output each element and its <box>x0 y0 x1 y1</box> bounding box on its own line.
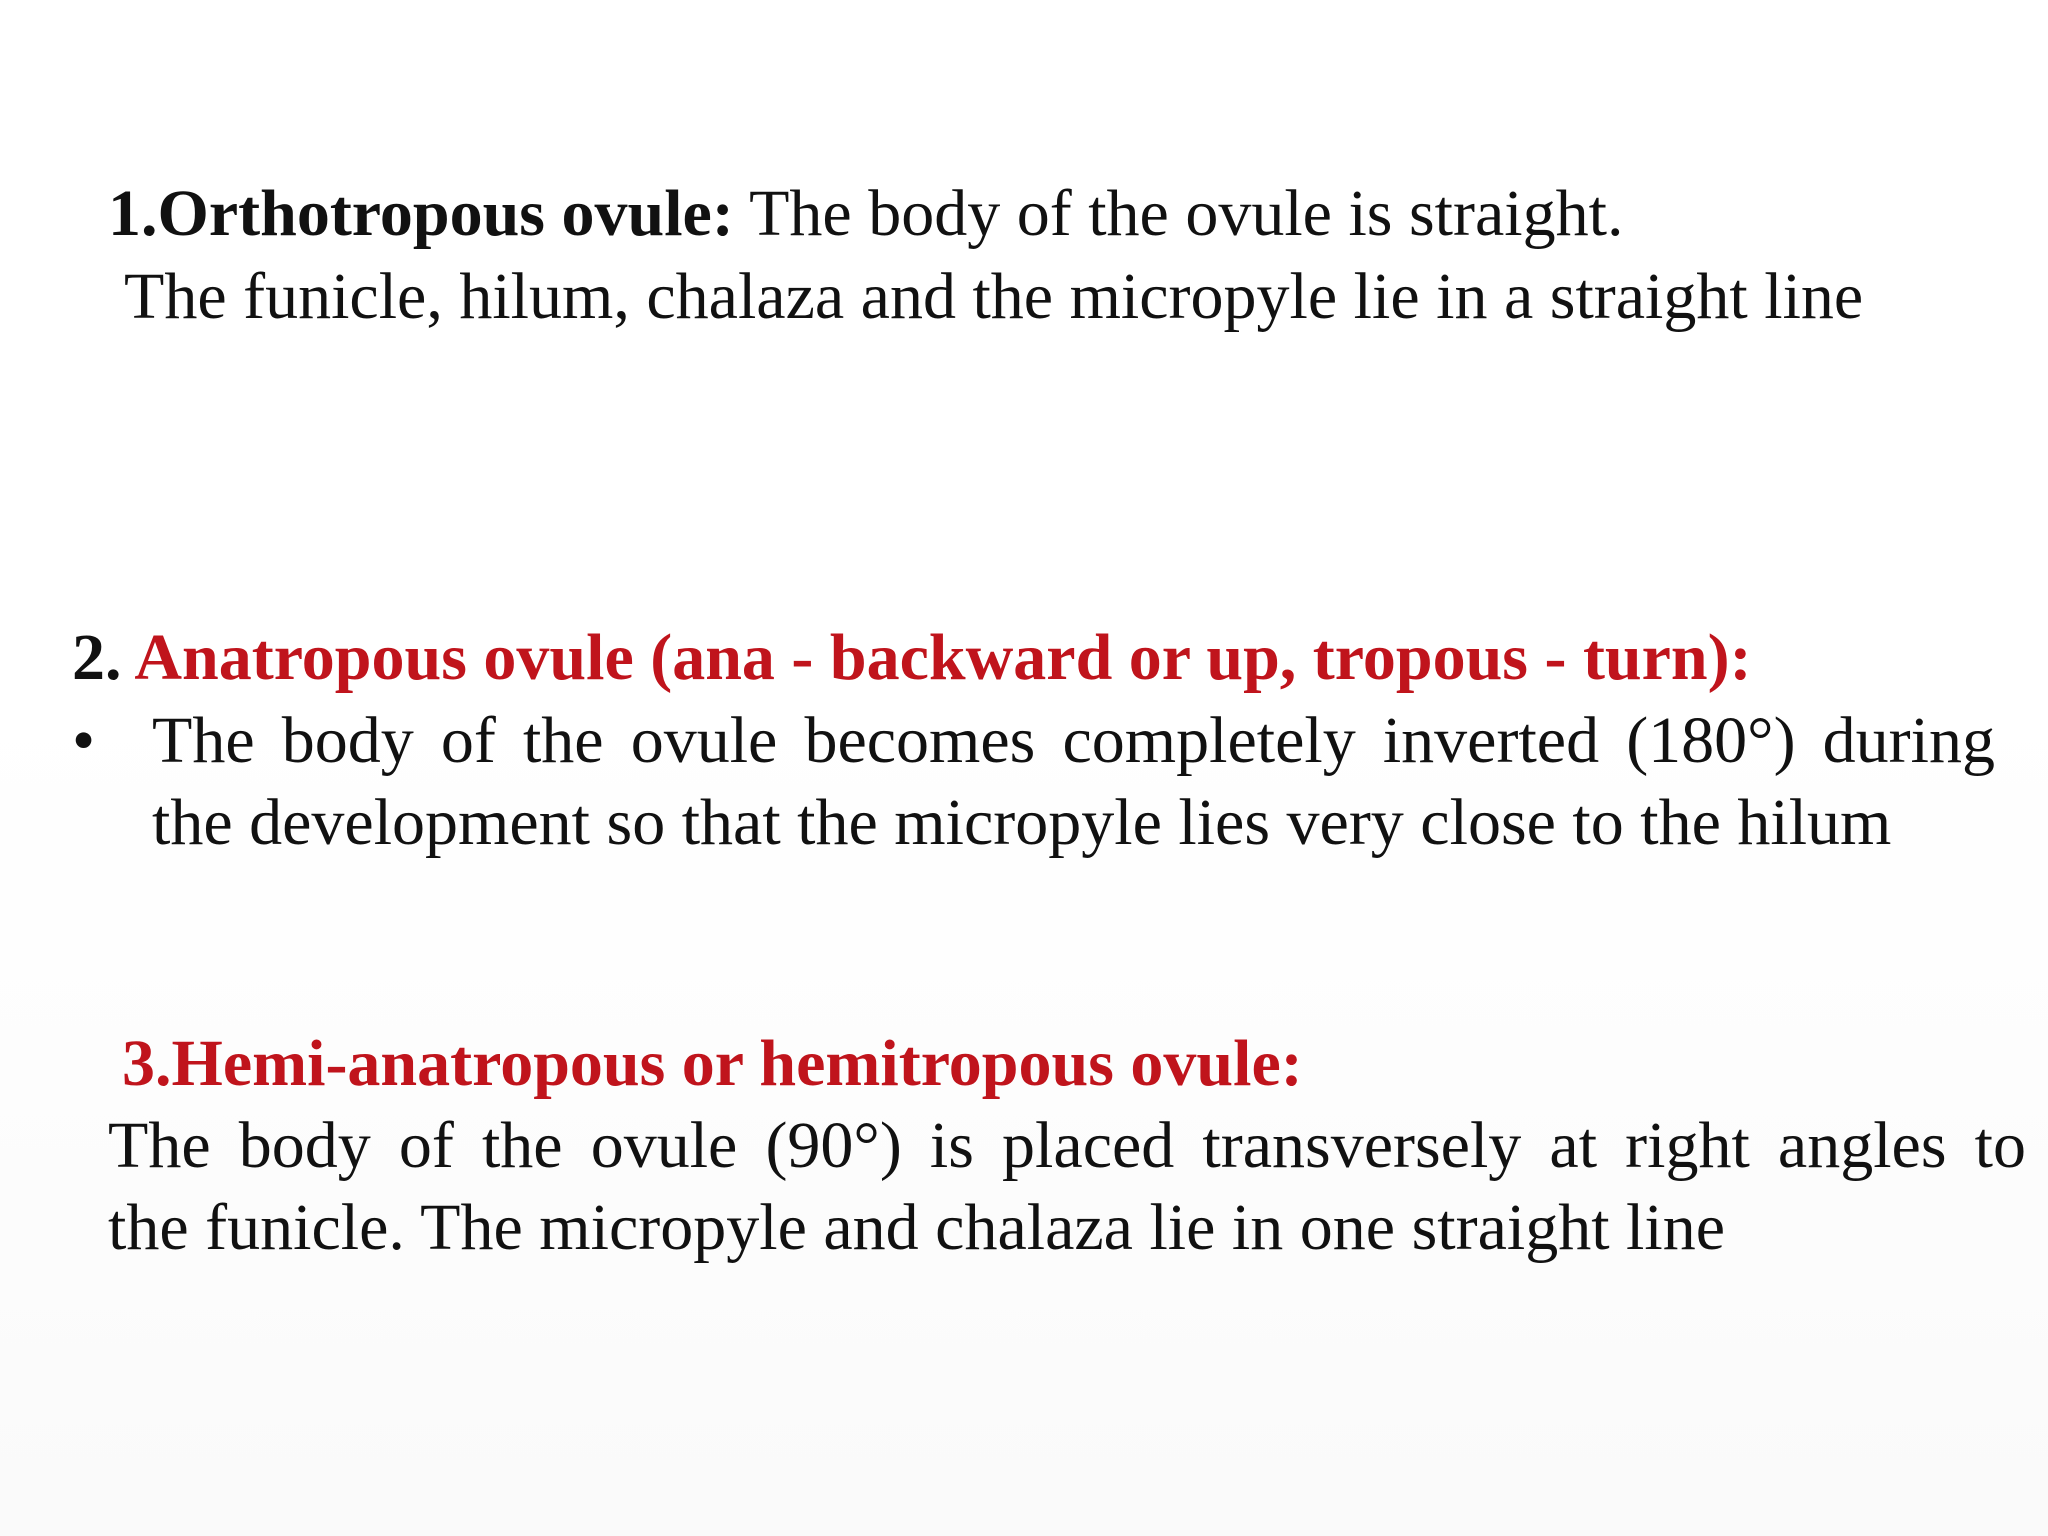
anatropous-text-2: the development so that the micropyle lies very close to the hilum <box>152 786 1892 859</box>
orthotropous-text-2: The funicle, hilum, chalaza and the micropyle lie in a straight line <box>124 260 1864 333</box>
orthotropous-definition-line <box>108 173 1623 255</box>
hemianatropous-heading: 3.Hemi-anatropous or hemitropous ovule: <box>122 1027 1303 1100</box>
orthotropous-text-1: The body of the ovule is straight. <box>733 177 1624 250</box>
anatropous-heading <box>72 617 1752 699</box>
anatropous-number: 2. <box>72 621 122 694</box>
hemianatropous-text-2: the funicle. The micropyle and chalaza lie in one straight line <box>108 1191 1725 1264</box>
bullet-icon: • <box>72 704 96 777</box>
anatropous-text-1: The body of the ovule becomes completely inverted (180°) during <box>152 704 1995 777</box>
orthotropous-label: 1.Orthotropous ovule: <box>108 177 734 250</box>
anatropous-title: Anatropous ovule (ana - backward or up, tropous - turn): <box>121 621 1752 694</box>
hemianatropous-text-1: The body of the ovule (90°) is placed transversely at right angles to <box>108 1109 2026 1182</box>
